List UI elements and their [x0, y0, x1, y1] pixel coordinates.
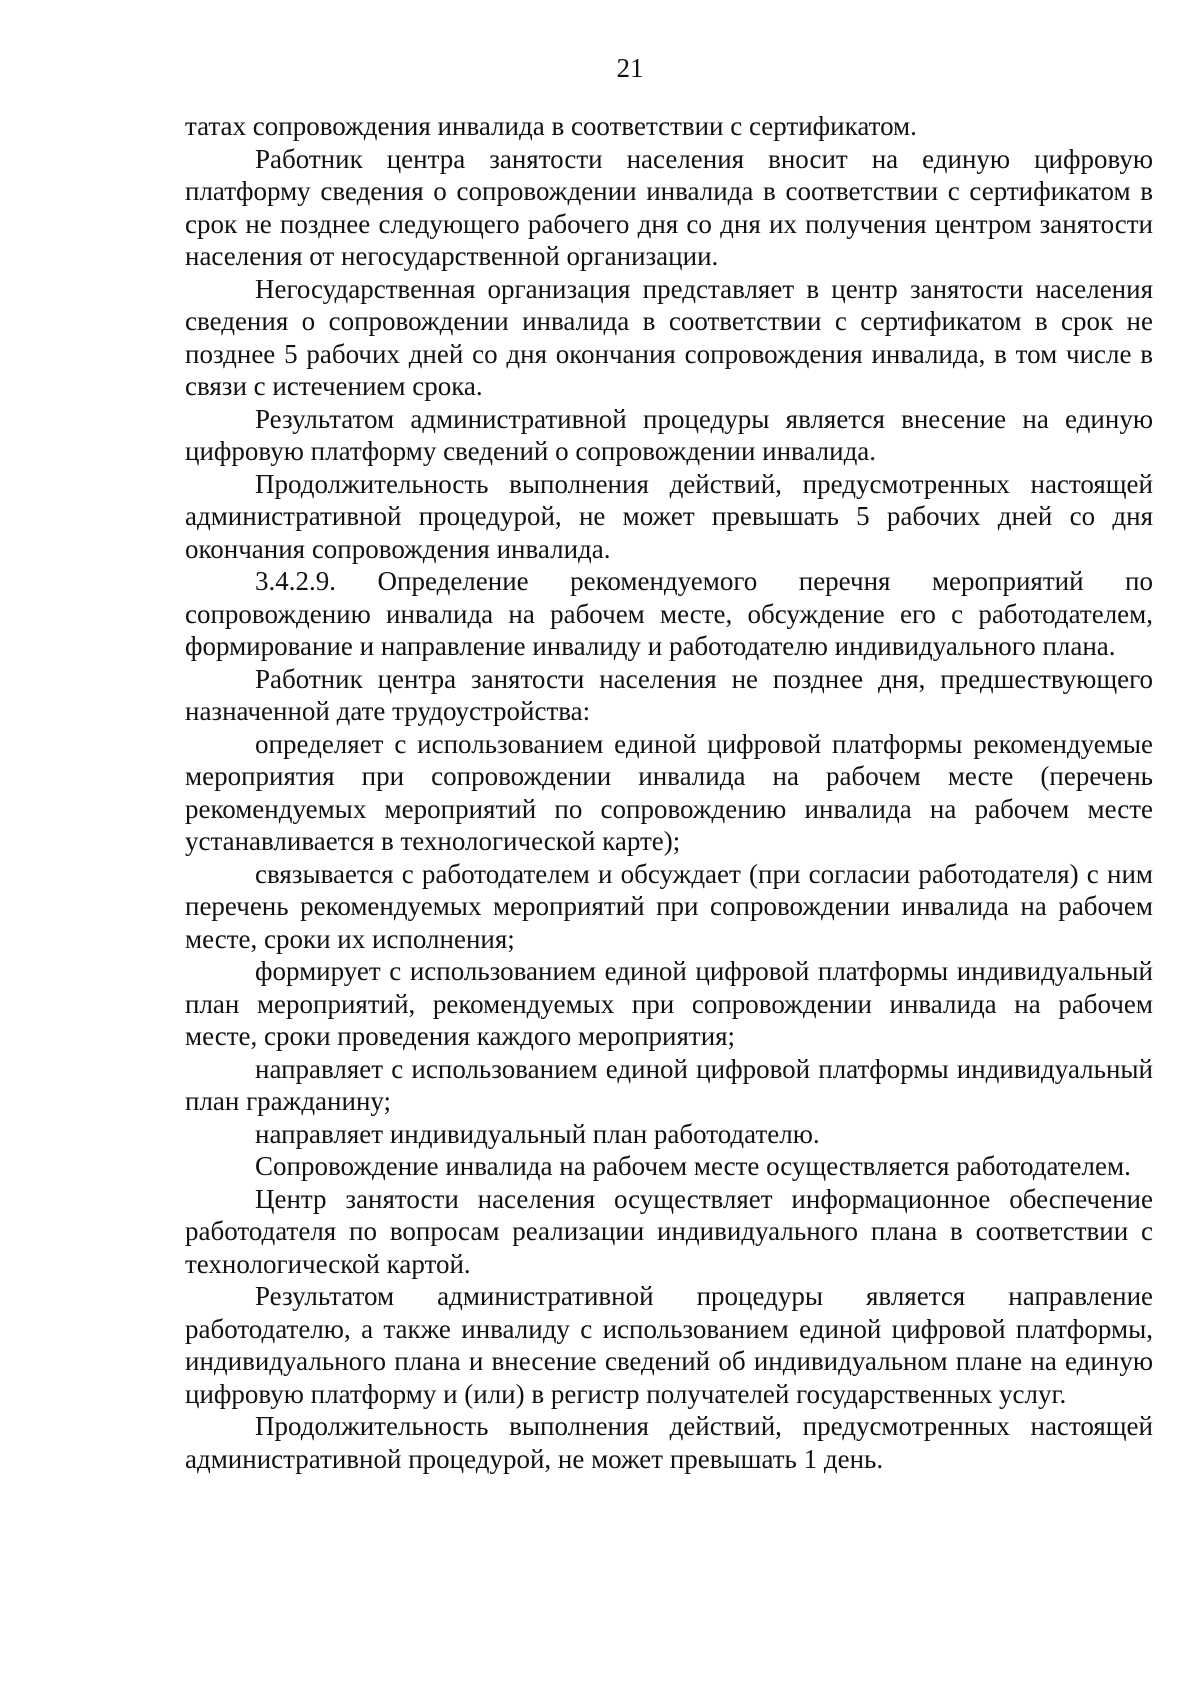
- paragraph: Центр занятости населения осуществляет информационное обеспечение работодателя по вопросам реализации индивидуального плана в соответствии с технологической картой.: [185, 1183, 1153, 1279]
- list-item: направляет с использованием единой цифровой платформы индивидуальный план гражданину;: [185, 1053, 1153, 1116]
- list-item: формирует с использованием единой цифровой платформы индивидуальный план мероприятий, рекомендуемых при сопровождении инвалида на рабочем месте, сроки проведения каждого мероприятия;: [185, 956, 1153, 1051]
- page-number: 21: [616, 53, 644, 83]
- list-item: связывается с работодателем и обсуждает (при согласии работодателя) с ним перечень рекомендуемых мероприятий при сопровождении инвалида на рабочем месте, сроки их исполнения;: [185, 858, 1153, 954]
- paragraph: Работник центра занятости населения вносит на единую цифровую платформу сведения о сопровождении инвалида в соответствии с сертификатом в срок не позднее следующего рабочего дня со дня их получения центром занятости населения от негосударственной организации.: [185, 143, 1153, 271]
- paragraph: Негосударственная организация представляет в центр занятости населения сведения о сопровождении инвалида в соответствии с сертификатом в срок не позднее 5 рабочих дней со дня окончания сопровождения инвалида, в том числе в связи с истечением срока.: [185, 273, 1153, 401]
- document-body: [185, 110, 1153, 1475]
- paragraph: Продолжительность выполнения действий, предусмотренных настоящей административной процедурой, не может превышать 1 день.: [185, 1411, 1153, 1474]
- paragraph-continuation: татах сопровождения инвалида в соответствии с сертификатом.: [185, 111, 917, 141]
- section-heading-3-4-2-9: 3.4.2.9. Определение рекомендуемого перечня мероприятий по сопровождению инвалида на рабочем месте, обсуждение его с работодателем, формирование и направление инвалиду и работодателю индивидуального плана.: [185, 566, 1153, 661]
- paragraph: Результатом административной процедуры является внесение на единую цифровую платформу сведений о сопровождении инвалида.: [185, 403, 1153, 466]
- paragraph: Продолжительность выполнения действий, предусмотренных настоящей административной процедурой, не может превышать 5 рабочих дней со дня окончания сопровождения инвалида.: [185, 468, 1153, 564]
- list-item: направляет индивидуальный план работодателю.: [255, 1118, 820, 1149]
- paragraph: Работник центра занятости населения не позднее дня, предшествующего назначенной дате трудоустройства:: [185, 663, 1153, 726]
- paragraph: Результатом административной процедуры является направление работодателю, а также инвалиду с использованием единой цифровой платформы, индивидуального плана и внесение сведений об индивидуальном плане на единую цифровую платформу и (или) в регистр получателей государственных услуг.: [185, 1281, 1153, 1409]
- paragraph: Сопровождение инвалида на рабочем месте осуществляется работодателем.: [255, 1151, 1131, 1181]
- list-item: определяет с использованием единой цифровой платформы рекомендуемые мероприятия при сопровождении инвалида на рабочем месте (перечень рекомендуемых мероприятий по сопровождению инвалида на рабочем месте устанавливается в технологической карте);: [185, 728, 1153, 856]
